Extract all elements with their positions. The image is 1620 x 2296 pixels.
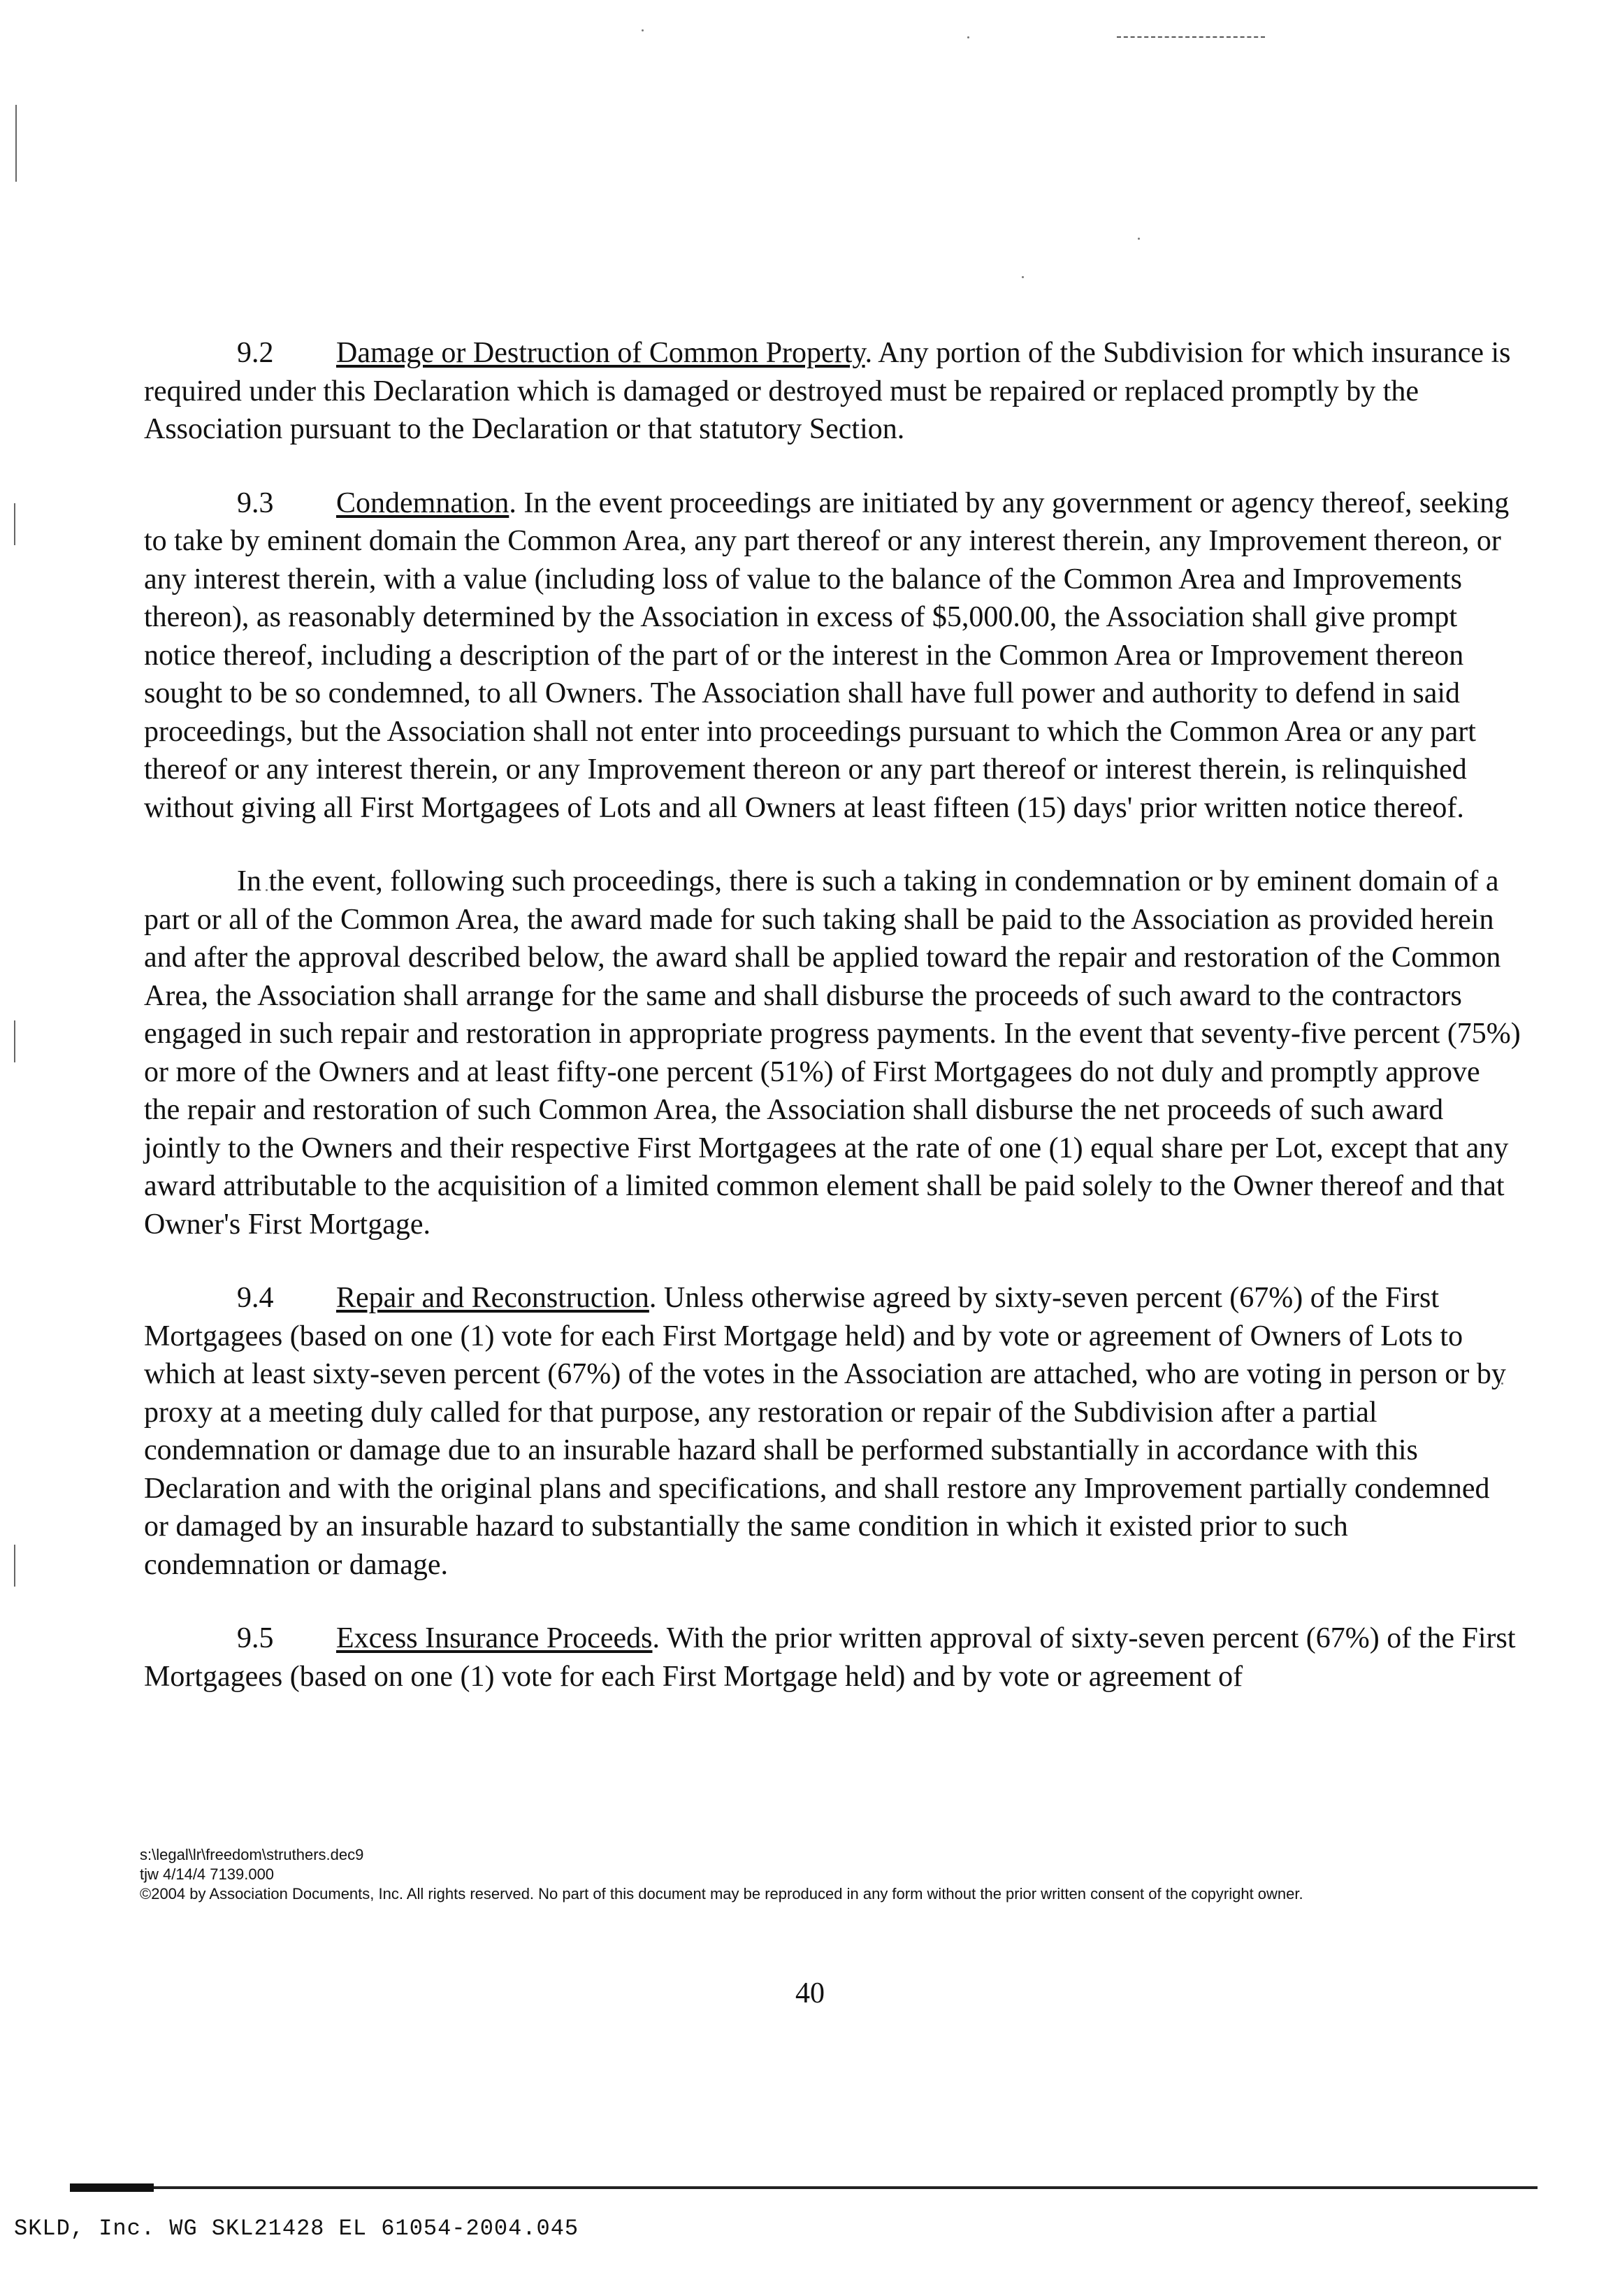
margin-mark [14,1545,15,1587]
section-text: . Any portion of the Subdivision for which insurance is required under this Declaration which is damaged or destroyed must be repaired or replaced promptly by the Association pursuant to the Declaration or that statutory Section. [144,337,1511,445]
bottom-rule [70,2186,1538,2189]
margin-mark [15,105,17,182]
section-heading: Repair and Reconstruction [336,1282,649,1314]
section-9-2 [144,334,1521,449]
section-9-5 [144,1619,1521,1696]
section-9-3 [144,484,1521,828]
section-number: 9.3 [237,486,274,519]
bottom-rule-mark [70,2183,154,2192]
section-number: 9.4 [237,1282,274,1314]
paragraph-text: In the event, following such proceedings, there is such a taking in condemnation or by eminent domain of a part or all of the Common Area, the award made for such taking shall be paid to the Association as provided herein and after the approval described below, the award shall be applied toward the repair and restoration of the Common Area, the Association shall arrange for the same and shall disburse the proceeds of such award to the contractors engaged in such repair and restoration in appropriate progress payments. In the event that seventy-five percent (75%) or more of the Owners and at least fifty-one percent (51%) of First Mortgagees do not duly and promptly approve the repair and restoration of such Common Area, the Association shall disburse the net proceeds of such award jointly to the Owners and their respective First Mortgagees at the rate of one (1) equal share per Lot, except that any award attributable to the acquisition of a limited common element shall be paid solely to the Owner thereof and that Owner's First Mortgage. [144,865,1521,1241]
section-heading: Damage or Destruction of Common Property [336,337,865,369]
section-number: 9.2 [237,337,274,369]
section-text: . With the prior written approval of sixty-seven percent (67%) of the First Mortgagees (based on one (1) vote for each First Mortgage held) and by vote or agreement of [144,1622,1516,1693]
footer-file-path: s:\legal\lr\freedom\struthers.dec9 [140,1846,364,1863]
section-9-3-continued [144,862,1521,1243]
section-heading: Condemnation [336,486,509,519]
margin-mark [14,1020,15,1062]
footer-file-ref: tjw 4/14/4 7139.000 [140,1865,275,1883]
footer-copyright: ©2004 by Association Documents, Inc. All rights reserved. No part of this document may be reproduced in any form without the prior written consent of the copyright owner. [140,1885,1303,1902]
section-text: . Unless otherwise agreed by sixty-seven percent (67%) of the First Mortgagees (based on one (1) vote for each First Mortgage held) and by vote or agreement of Owners of Lots to which at least sixty-seven percent (67%) of the votes in the Association are attached, who are voting in person or by proxy at a meeting duly called for that purpose, any restoration or repair of the Subdivision after a partial condemnation or damage due to an insurable hazard shall be performed substantially in accordance with this Declaration and with the original plans and specifications, and shall restore any Improvement partially condemned or damaged by an insurable hazard to substantially the same condition in which it existed prior to such condemnation or damage. [144,1282,1506,1581]
scan-speck [967,36,969,38]
filing-stamp: SKLD, Inc. WG SKL21428 EL 61054-2004.045 [14,2216,579,2241]
document-body [144,334,1521,1731]
section-text: . In the event proceedings are initiated by any government or agency thereof, seeking to take by eminent domain the Common Area, any part thereof or any interest therein, any Improvement thereon, or any interest therein, with a value (including loss of value to the balance of the Common Area and Improvements thereon), as reasonably determined by the Association in excess of $5,000.00, the Association shall give prompt notice thereof, including a description of the part of or the interest in the Common Area or Improvement thereon sought to be so condemned, to all Owners. The Association shall have full power and authority to defend in said proceedings, but the Association shall not enter into proceedings pursuant to which the Common Area or any part thereof or any interest therein, or any Improvement thereon or any part thereof or interest therein, is relinquished without giving all First Mortgagees of Lots and all Owners at least fifteen (15) days' prior written notice thereof. [144,486,1510,824]
section-9-4 [144,1279,1521,1584]
footer-notes [140,1845,1510,1904]
section-number: 9.5 [237,1622,274,1654]
scan-speck [1138,238,1140,240]
scan-speck [642,29,644,31]
page-number: 40 [795,1977,825,2009]
scan-speck [1022,276,1024,278]
margin-mark [14,503,15,545]
section-heading: Excess Insurance Proceeds [336,1622,653,1654]
scan-artifact-dash [1117,36,1265,38]
